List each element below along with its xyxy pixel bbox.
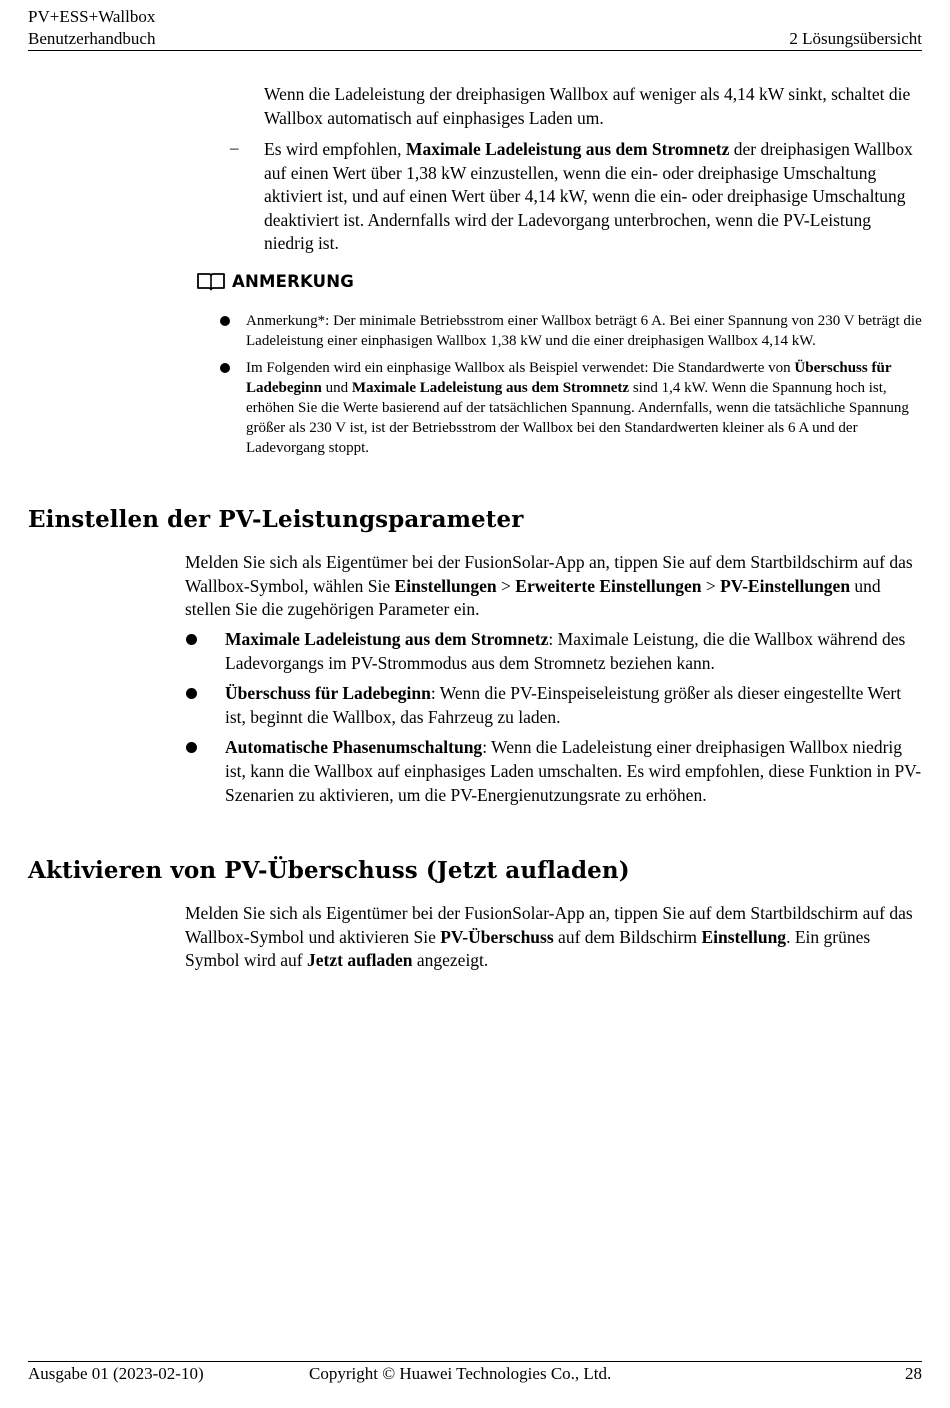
dash-marker: –	[230, 138, 239, 157]
page-footer	[28, 1361, 922, 1383]
parameter-desc: : Wenn die Ladeleistung einer dreiphasigen Wallbox niedrig ist, kann die Wallbox auf einphasiges Laden umschalten. Es wird empfohlen, diese Funktion in PV-Szenarien zu aktivieren, um die PV-Energienutzungsrate zu erhöhen.	[225, 737, 922, 805]
recommendation-text: Es wird empfohlen, Maximale Ladeleistung aus dem Stromnetz der dreiphasigen Wallbox auf einen Wert über 1,38 kW einzustellen, wenn die ein- oder dreiphasige Umschaltung aktiviert ist, und auf einen Wert über 4,14 kW, wenn die ein- oder dreiphasige Umschaltung deaktiviert ist. Andernfalls wird der Ladevorgang unterbrochen, wenn die PV-Leistung niedrig ist.	[264, 139, 913, 254]
note-heading	[196, 268, 354, 294]
list-item	[225, 628, 925, 675]
parameter-term: Überschuss für Ladebeginn	[225, 683, 431, 704]
footer-copyright: Copyright © Huawei Technologies Co., Ltd.	[309, 1364, 612, 1383]
parameter-desc: : Maximale Leistung, die die Wallbox während des Ladevorgangs im PV-Strommodus aus dem Stromnetz beziehen kann.	[225, 629, 906, 673]
page-header	[28, 6, 922, 51]
parameter-desc: : Wenn die PV-Einspeiseleistung größer als dieser eingestellte Wert ist, beginnt die Wallbox, das Fahrzeug zu laden.	[225, 683, 902, 727]
bullet-dot	[186, 634, 197, 645]
section-title-pv-parameters: Einstellen der PV-Leistungsparameter	[28, 506, 524, 533]
bullet-dot	[186, 742, 197, 753]
intro-recommendation	[230, 138, 924, 256]
open-book-icon	[196, 271, 226, 291]
note-item	[246, 311, 922, 351]
section1-intro: Melden Sie sich als Eigentümer bei der FusionSolar-App an, tippen Sie auf dem Startbildschirm auf das Wallbox-Symbol, wählen Sie Einstellungen > Erweiterte Einstellungen > PV-Einstellungen und stellen Sie die zugehörigen Parameter ein.	[185, 552, 913, 620]
bullet-dot	[186, 688, 197, 699]
section-title-pv-surplus: Aktivieren von PV-Überschuss (Jetzt aufladen)	[28, 857, 630, 884]
header-doc-title-line1: PV+ESS+Wallbox	[28, 7, 156, 26]
parameter-term: Maximale Ladeleistung aus dem Stromnetz	[225, 629, 549, 649]
note-item: Im Folgenden wird ein einphasige Wallbox als Beispiel verwendet: Die Standardwerte von Überschuss für Ladebeginn und Maximale Ladeleistung aus dem Stromnetz sind 1,4 kW. Wenn die Spannung hoch ist, erhöhen Sie die Werte basierend auf der tatsächlichen Spannung. Andernfalls, wenn die tatsächliche Spannung größer als 230 V ist, ist der Betriebsstrom der Wallbox bei den Standardwerten kleiner als 6 A und der Ladevorgang stoppt.	[246, 358, 922, 458]
recommendation-term: Maximale Ladeleistung aus dem Stromnetz	[405, 139, 730, 159]
intro-continued-text: Wenn die Ladeleistung der dreiphasigen Wallbox auf weniger als 4,14 kW sinkt, schaltet die Wallbox automatisch auf einphasiges Laden um.	[264, 84, 911, 128]
list-item	[225, 736, 925, 807]
header-doc-title	[28, 6, 155, 50]
parameter-list	[225, 628, 925, 814]
note-item-text: Anmerkung*: Der minimale Betriebsstrom einer Wallbox beträgt 6 A. Bei einer Spannung von 230 V beträgt die Ladeleistung einer einphasigen Wallbox 1,38 kW und die einer dreiphasigen Wallbox 4,14 kW.	[246, 313, 922, 349]
section2-text: Melden Sie sich als Eigentümer bei der FusionSolar-App an, tippen Sie auf dem Startbildschirm auf das Wallbox-Symbol und aktivieren Sie PV-Überschuss auf dem Bildschirm Einstellung. Ein grünes Symbol wird auf Jetzt aufladen angezeigt.	[185, 903, 913, 971]
parameter-term: Automatische Phasenumschaltung	[225, 737, 483, 758]
note-list	[246, 311, 922, 465]
footer-edition: Ausgabe 01 (2023-02-10)	[28, 1364, 204, 1383]
footer-page-number: 28	[905, 1364, 922, 1383]
bullet-dot	[220, 363, 230, 373]
note-label: ANMERKUNG	[232, 271, 355, 291]
header-chapter: 2 Lösungsübersicht	[789, 29, 922, 48]
bullet-dot	[220, 316, 230, 326]
list-item	[225, 682, 925, 729]
header-doc-title-line2: Benutzerhandbuch	[28, 29, 156, 48]
